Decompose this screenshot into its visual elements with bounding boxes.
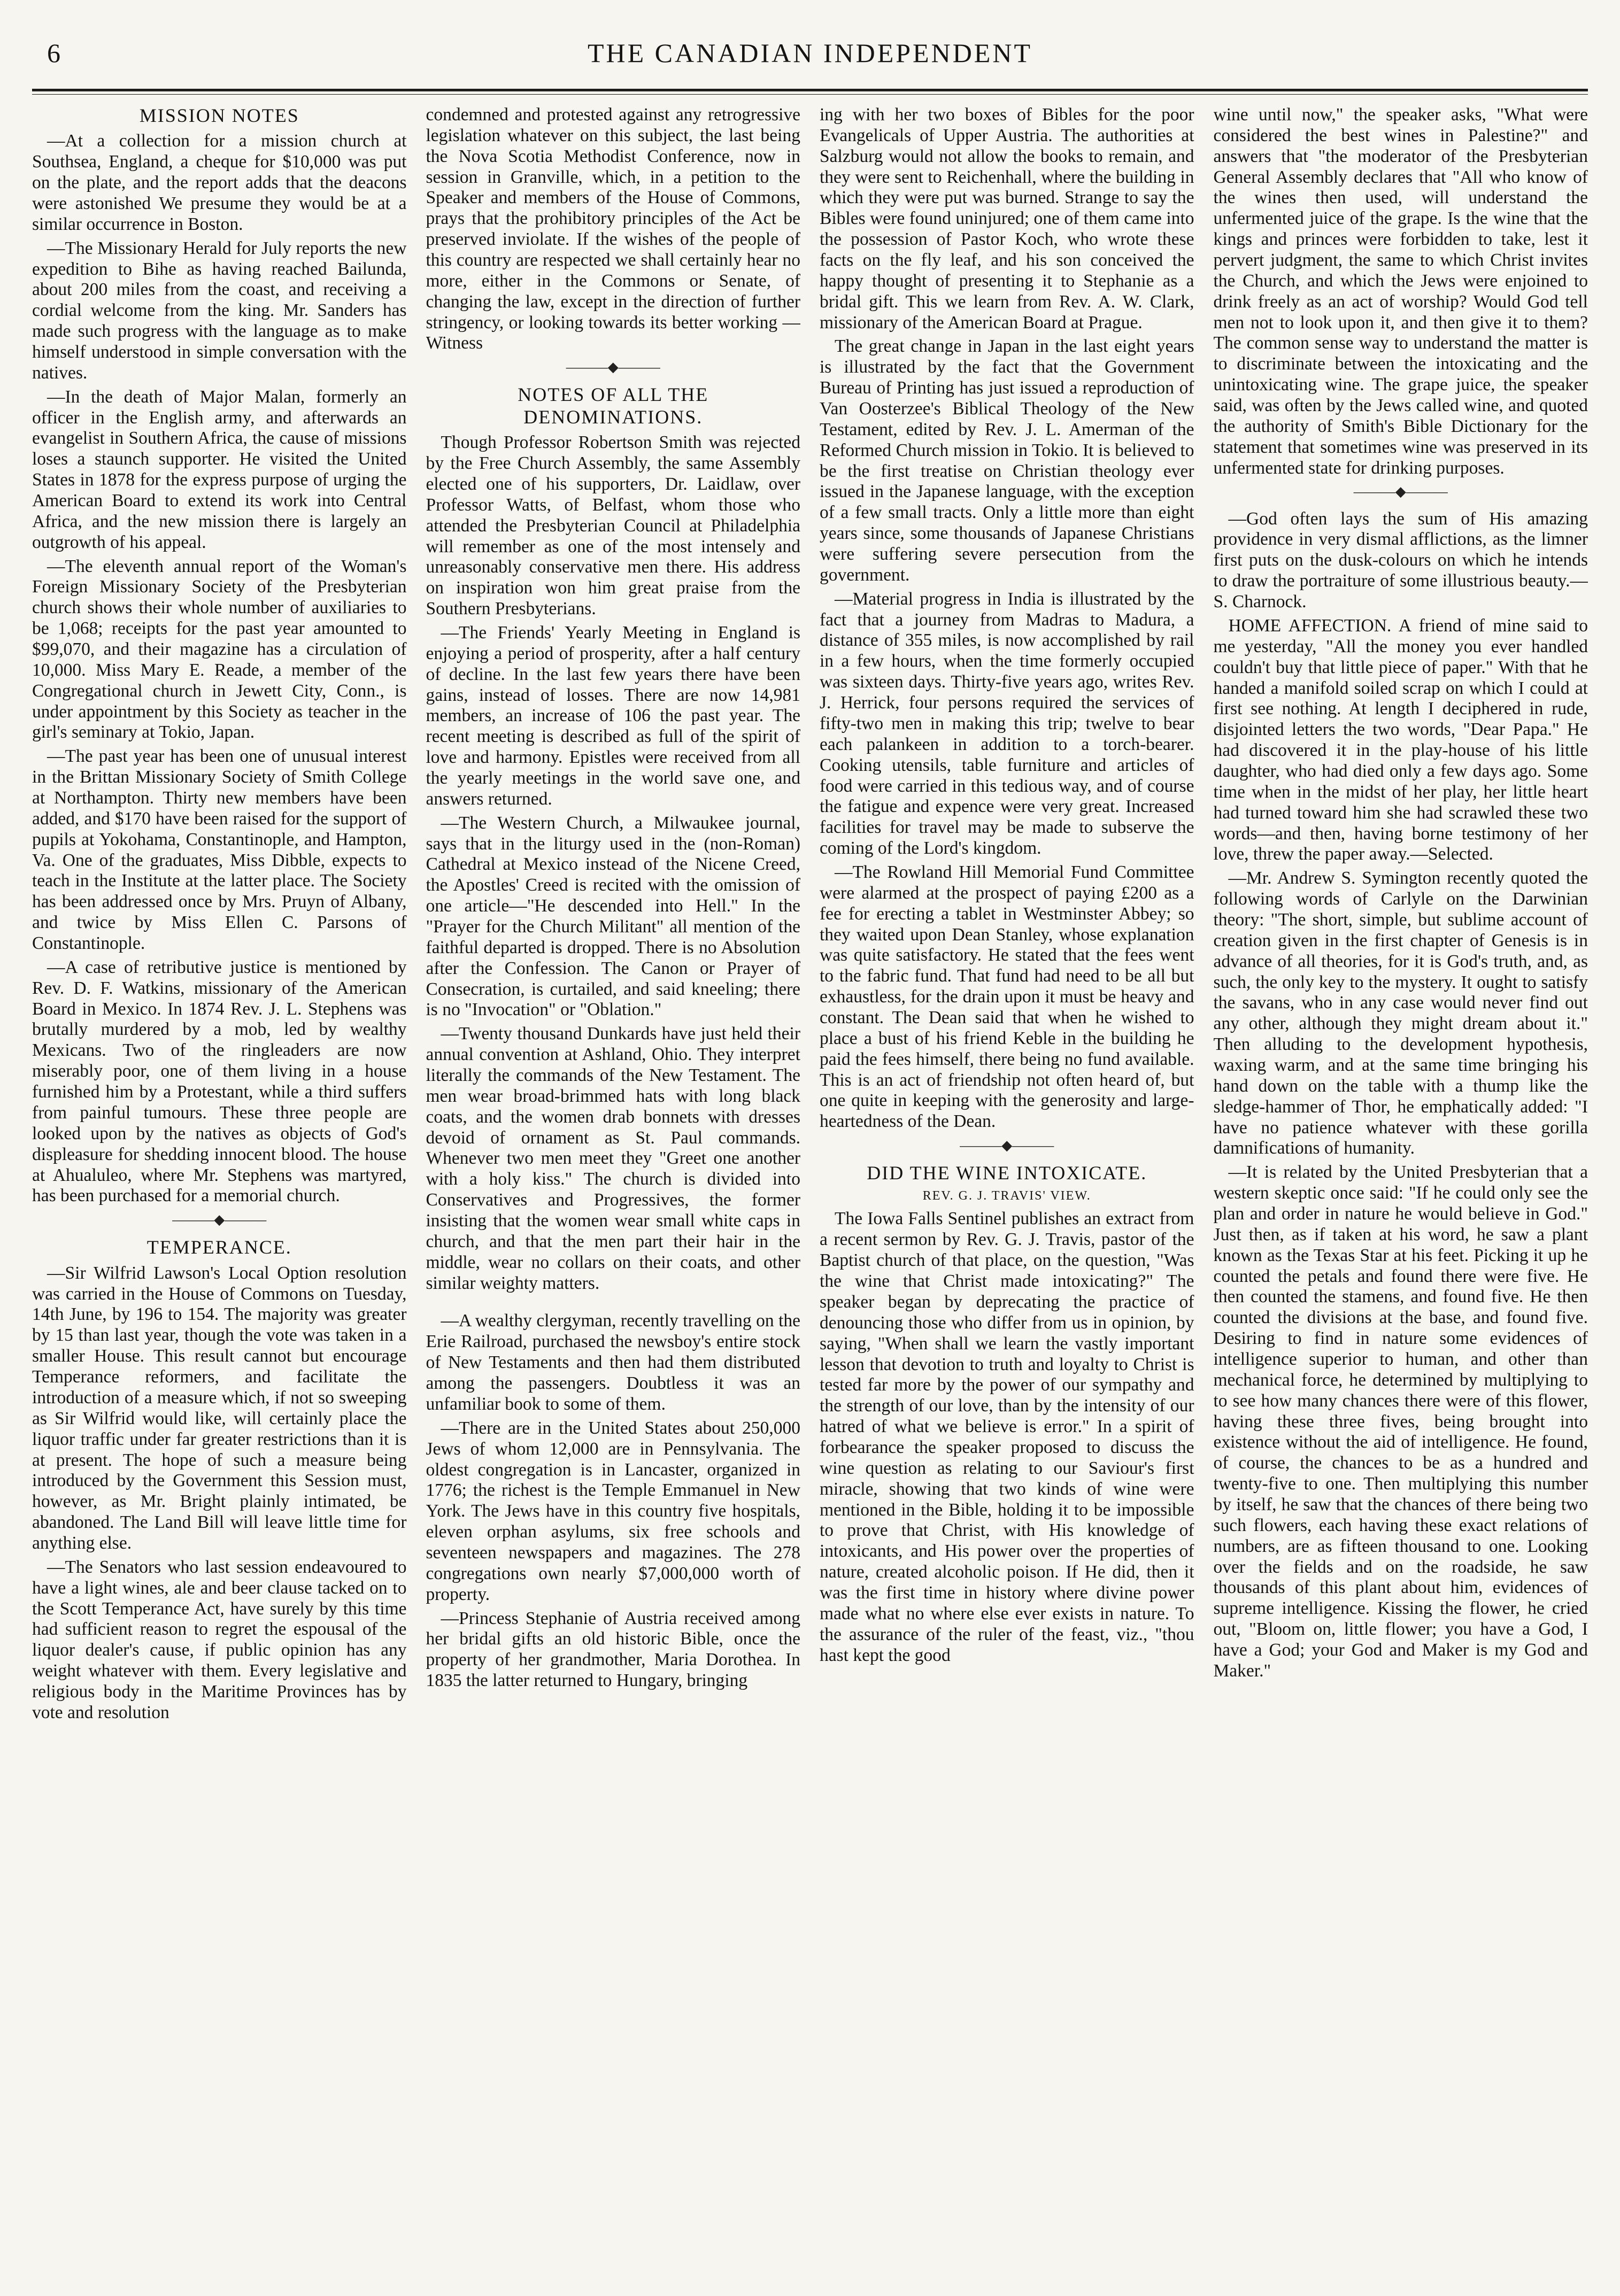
- section-heading: TEMPERANCE.: [146, 1236, 292, 1258]
- spacer: [426, 1297, 801, 1311]
- article-paragraph: —The Friends' Yearly Meeting in England is enjoying a period of prosperity, after a half century of decline. In the last few years there have been gains, instead of losses. There are now 14,981 members, an increase of 106 the past year. The recent meeting is described as full of the spirit of love and harmony. Epistles were received from all the yearly meetings in the world save one, and answers returned.: [426, 622, 800, 809]
- article-paragraph: —Princess Stephanie of Austria received among her bridal gifts an old historic Bible, once the property of her grandmother, Maria Dorothea. In 1835 the latter returned to Hungary, bringing: [426, 1608, 800, 1691]
- article-paragraph: —In the death of Major Malan, formerly an officer in the English army, and afterwards an evangelist in Southern Africa, the cause of missions loses a staunch supporter. He visited the United States in 1878 for the express purpose of urging the American Board to extend its work into Central Africa, and the new mission there is largely an outgrowth of his appeal.: [32, 386, 407, 552]
- masthead-rule-thin: [32, 94, 1588, 95]
- article-paragraph: —The Missionary Herald for July reports the new expedition to Bihe as having reached Bailunda, about 200 miles from the coast, and receiving a cordial welcome from the king. Mr. Sanders has made such progress with the language as to make himself understood in simple conversation with the natives.: [32, 238, 407, 383]
- column-2: [426, 105, 801, 2275]
- article-paragraph: wine until now," the speaker asks, "What were considered the best wines in Palestine?" and answers that "the moderator of the Presbyterian General Assembly declares that "All who know of the wines then used, will understand the unfermented juice of the grape. Is the wine that the kings and princes were forbidden to take, lest it pervert judgment, the same to which Christ invites the Church, and which the Jews were enjoined to drink freely as an act of worship? Would God tell men not to look upon it, and then give it to them? The common sense way to understand the matter is to discriminate between the intoxicating and the unintoxicating wine. The grape juice, the speaker said, was often by the Jews called wine, and quoted the authority of Smith's Bible Dictionary for the statement that sometimes wine was preserved in its unfermented state for drinking purposes.: [1213, 105, 1588, 478]
- article-paragraph: —A case of retributive justice is mentioned by Rev. D. F. Watkins, missionary of the American Board in Mexico. In 1874 Rev. J. L. Stephens was brutally murdered by a mob, led by wealthy Mexicans. Two of the ringleaders are now miserably poor, one of them living in a house furnished him by a Protestant, while a third suffers from painful tumours. These three people are looked upon by the natives as objects of God's displeasure for shedding innocent blood. The house at Ahualuleo, where Mr. Stephens was martyred, has been purchased for a memorial church.: [32, 957, 407, 1206]
- article-paragraph: The great change in Japan in the last eight years is illustrated by the fact that the Government Bureau of Printing has just issued a reproduction of Van Oosterzee's Biblical Theology of the New Testament, edited by Rev. J. L. Amerman of the Reformed Church mission in Tokio. It is believed to be the first treatise on Christian theology ever issued in the Japanese language, with the exception of a few small tracts. Only a little more than eight years since, some thousands of Japanese Christians were suffering severe persecution from the government.: [820, 336, 1194, 585]
- masthead-rule: [32, 89, 1588, 91]
- article-paragraph: —God often lays the sum of His amazing providence in very dismal afflictions, as the limner first puts on the dusk-colours on which he intends to draw the portraiture of some illustrious beauty.—S. Charnock.: [1213, 508, 1588, 612]
- article-paragraph: —Sir Wilfrid Lawson's Local Option resolution was carried in the House of Commons on Tuesday, 14th June, by 196 to 154. The majority was greater by 15 than last year, though the vote was taken in a smaller House. This result cannot but encourage Temperance reformers, and facilitate the introduction of a measure which, if not so sweeping as Sir Wilfrid would like, will certainly place the liquor traffic under far greater restrictions than it is at present. The hope of such a measure being introduced by the Government this Session must, however, as Mr. Bright plainly intimated, be abandoned. The Land Bill will leave little time for anything else.: [32, 1263, 407, 1553]
- article-paragraph: —Twenty thousand Dunkards have just held their annual convention at Ashland, Ohio. They interpret literally the commands of the New Testament. The men wear broad-brimmed hats with long black coats, and the women drab bonnets with dresses devoid of ornament as St. Paul commands. Whenever two men meet they "Greet one another with a holy kiss." The church is divided into Conservatives and Progressives, the former insisting that the women wear small white caps in church, and that the men part their hair in the middle, wear no collars on their coats, and other similar weighty matters.: [426, 1024, 800, 1293]
- article-paragraph: —At a collection for a mission church at Southsea, England, a cheque for $10,000 was put on the plate, and the report adds that the deacons were astonished We presume they would be at a similar occurrence in Boston.: [32, 131, 407, 234]
- section-divider: ———◆———: [960, 1138, 1054, 1154]
- section-heading: MISSION NOTES: [139, 105, 299, 126]
- article-paragraph: —There are in the United States about 250,000 Jews of whom 12,000 are in Pennsylvania. The oldest congregation is in Lancaster, organized in 1776; the richest is the Temple Emmanuel in New York. The Jews have in this country five hospitals, eleven orphan asylums, six free schools and seventeen newspapers and magazines. The 278 congregations own nearly $7,000,000 worth of property.: [426, 1418, 800, 1604]
- article-paragraph: —The eleventh annual report of the Woman's Foreign Missionary Society of the Presbyterian church shows their whole number of auxiliaries to be 1,068; receipts for the past year amounted to $99,070, and their magazine has a circulation of 10,000. Miss Mary E. Reade, a member of the Congregational church in Jewett City, Conn., is under appointment by this Society as teacher in the girl's seminary at Tokio, Japan.: [32, 556, 407, 743]
- article-paragraph: —It is related by the United Presbyterian that a western skeptic once said: "If he could only see the plan and order in nature he would believe in God." Just then, as if taken at his word, he saw a plant known as the Texas Star at his feet. Picking it up he counted the petals and found there were five. He then counted the stamens, and found five. He then counted the divisions at the base, and found five. Desiring to find in nature some evidences of intelligence superior to human, and other than mechanical force, he determined by multiplying to to see how many chances there were of this flower, having these three fives, being brought into existence without the aid of intelligence. He found, of course, the chances to be as a hundred and twenty-five to one. Then multiplying this number by itself, he saw that the chances of there being two such flowers, each having these exact relations of numbers, are as fifteen thousand to one. Looking over the fields and on the roadside, he saw thousands of this plant about him, evidences of supreme intelligence. Kissing the flower, he cried out, "Bloom on, little flower; you have a God, I have a God; your God and Maker is my God and Maker.": [1213, 1162, 1588, 1681]
- column-4: [1214, 105, 1588, 2275]
- section-divider: ———◆———: [172, 1212, 267, 1228]
- article-paragraph: ing with her two boxes of Bibles for the poor Evangelicals of Upper Austria. The authorities at Salzburg would not allow the books to remain, and they were sent to Reichenhall, where the building in which they were put was burned. Strange to say the Bibles were found uninjured; one of them came into the possession of Pastor Koch, who wrote these facts on the fly leaf, and his son conceived the happy thought of presenting it to Stephanie as a bridal gift. This we learn from Rev. A. W. Clark, missionary of the American Board at Prague.: [820, 105, 1194, 333]
- article-paragraph: —A wealthy clergyman, recently travelling on the Erie Railroad, purchased the newsboy's entire stock of New Testaments and then had them distributed among the passengers. Doubtless it was an unfamiliar book to some of them.: [426, 1311, 800, 1414]
- article-paragraph: —Material progress in India is illustrated by the fact that a journey from Madras to Madura, a distance of 355 miles, is now accomplished by rail in a few hours, when the time formerly occupied was sixteen days. Thirty-five years ago, writes Rev. J. Herrick, four persons required the services of fifty-two men in making this trip; twelve to bear each palankeen in addition to a torch-bearer. Cooking utensils, table furniture and articles of food were carried in this tedious way, and of course the fatigue and expence were very great. Increased facilities for travel may be made to subserve the coming of the Lord's kingdom.: [820, 589, 1194, 859]
- article-paragraph: —The Rowland Hill Memorial Fund Committee were alarmed at the prospect of paying £200 as a fee for erecting a tablet in Westminster Abbey; so they waited upon Dean Stanley, whose explanation was quite satisfactory. He stated that the fees went to the fabric fund. That fund had need to be all but exhaustless, for the drain upon it must be heavy and constant. The Dean said that when he wished to place a bust of his friend Keble in the building he paid the fees himself, there being no fund available. This is an act of friendship not often heard of, but one quite in keeping with the generosity and large-heartedness of the Dean.: [820, 862, 1194, 1132]
- column-1: [32, 105, 407, 2275]
- section-heading: NOTES OF ALL THE DENOMINATIONS.: [518, 384, 709, 428]
- section-divider: ———◆———: [566, 359, 660, 375]
- column-3: [820, 105, 1194, 2275]
- article-columns: [32, 105, 1588, 2275]
- article-paragraph: condemned and protested against any retrogressive legislation whatever on this subject, the last being the Nova Scotia Methodist Conference, now in session in Granville, which, in a petition to the Speaker and members of the House of Commons, prays that the prohibitory principles of the Act be preserved inviolate. If the wishes of the people of this country are respected we shall certainly hear no more, either in the Commons or Senate, of changing the law, except in the direction of further stringency, or looking towards its better working —Witness: [426, 105, 800, 353]
- article-paragraph: The Iowa Falls Sentinel publishes an extract from a recent sermon by Rev. G. J. Travis, pastor of the Baptist church of that place, on the question, "Was the wine that Christ made intoxicating?" The speaker began by deprecating the practice of denouncing those who differ from us in opinion, by saying, "When shall we learn the vastly important lesson that devotion to truth and loyalty to Christ is tested far more by the power of our sympathy and the strength of our love, than by the intensity of our hatred of what we believe is error." In a spirit of forbearance the speaker proposed to discuss the wine question as relating to our Saviour's first miracle, showing that two kinds of wine were mentioned in the Bible, holding it to be impossible to prove that Christ, with His knowledge of intoxicants, and His power over the properties of nature, created alcoholic poison. If He did, then it was the first time in history where divine power made what no where else ever exists in nature. To the assurance of the ruler of the feast, viz., "thou hast kept the good: [820, 1209, 1194, 1665]
- masthead: [32, 37, 1588, 86]
- section-heading: DID THE WINE INTOXICATE.: [867, 1162, 1147, 1184]
- article-paragraph: —The Western Church, a Milwaukee journal, says that in the liturgy used in the (non-Roman) Cathedral at Mexico instead of the Nicene Creed, the Apostles' Creed is recited with the omission of one article—"He descended into Hell." In the "Prayer for the Church Militant" all mention of the faithful departed is dropped. There is no Absolution after the Confession. The Canon or Prayer of Consecration, is curtailed, and said kneeling; there is no "Invocation" or "Oblation.": [426, 813, 800, 1020]
- page-number: 6: [47, 38, 60, 68]
- section-divider: ———◆———: [1353, 484, 1448, 500]
- newspaper-title: THE CANADIAN INDEPENDENT: [587, 38, 1032, 68]
- article-paragraph: —The past year has been one of unusual interest in the Brittan Missionary Society of Smith College at Northampton. Thirty new members have been added, and $170 have been raised for the support of pupils at Yokohama, Constantinople, and Hampton, Va. One of the graduates, Miss Dibble, expects to teach in the Institute at the latter place. The Society has been addressed once by Mrs. Pruyn of Albany, and twice by Miss Ellen C. Parsons of Constantinople.: [32, 746, 407, 954]
- article-paragraph: Though Professor Robertson Smith was rejected by the Free Church Assembly, the same Assembly elected one of his supporters, Dr. Laidlaw, over Professor Watts, of Belfast, whom those who attended the Presbyterian Council at Philadelphia will remember as one of the most intensely and unreasonably conservative men there. His address on inspiration won him great praise from the Southern Presbyterians.: [426, 432, 800, 619]
- article-paragraph: —The Senators who last session endeavoured to have a light wines, ale and beer clause tacked on to the Scott Temperance Act, have surely by this time had sufficient reason to regret the espousal of the liquor dealer's cause, if public opinion has any weight whatever with them. Every legislative and religious body in the Maritime Provinces has by vote and resolution: [32, 1557, 407, 1722]
- article-byline: REV. G. J. TRAVIS' VIEW.: [922, 1188, 1091, 1203]
- article-paragraph: HOME AFFECTION. A friend of mine said to me yesterday, "All the money you ever handled couldn't buy that little piece of paper." With that he handed a manifold soiled scrap on which I could at first see nothing. At length I deciphered in rude, disjointed letters the two words, "Dear Papa." He had discovered it in the play-house of his little daughter, who had died only a few days ago. Some time when in the midst of her play, her little heart had turned toward him she had scrawled these two words—and then, having borne testimony of her love, threw the paper away.—Selected.: [1213, 615, 1588, 864]
- article-paragraph: —Mr. Andrew S. Symington recently quoted the following words of Carlyle on the Darwinian theory: "The short, simple, but sublime account of creation given in the first chapter of Genesis is in advance of all theories, for it is God's truth, and, as such, the only key to the mystery. It ought to satisfy the savans, who in any case would never find out any other, although they might dream about it." Then alluding to the development hypothesis, waxing warm, and at the same time bringing his hand down on the table with a thump like the sledge-hammer of Thor, he emphatically added: "I have no patience whatever with these gorilla damnifications of humanity.: [1213, 868, 1588, 1158]
